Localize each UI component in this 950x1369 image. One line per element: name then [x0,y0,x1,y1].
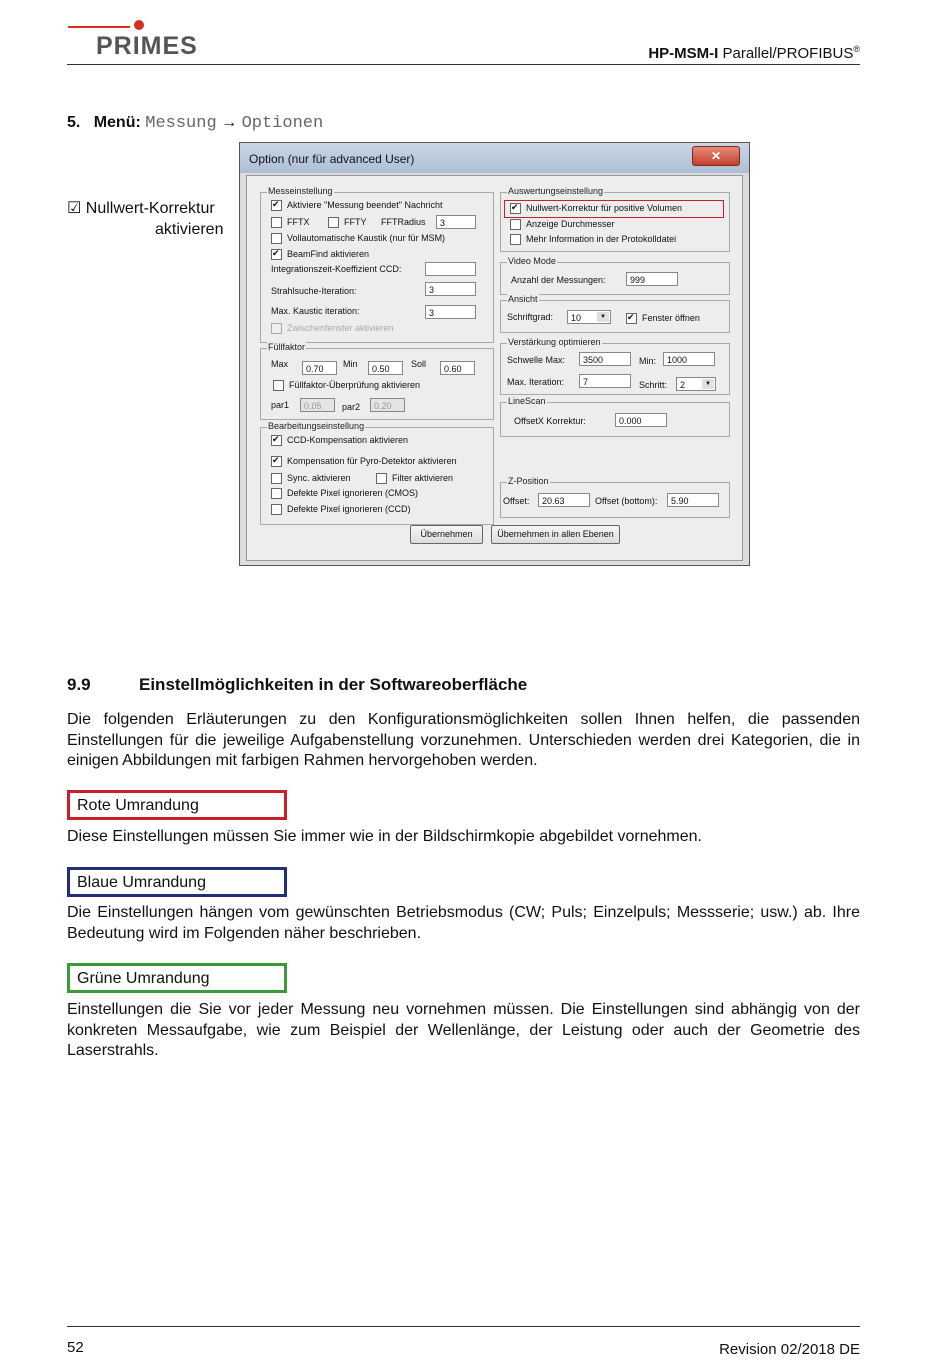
checkbox-nullwert-korrektur[interactable] [510,203,682,214]
strahlsuche-input[interactable]: 3 [425,282,476,296]
group-title: Füllfaktor [268,342,306,352]
dialog-body [246,175,743,561]
checkbox-icon[interactable] [376,473,387,484]
min-label: Min: [639,356,657,366]
checkbox-icon[interactable] [271,504,282,515]
fftradius-label: FFTRadius [381,217,426,227]
checkbox-checked-icon: ☑ [67,200,82,217]
group-title: Verstärkung optimieren [508,337,601,347]
checkbox-sync[interactable] [271,473,351,484]
offset-input[interactable]: 20.63 [538,493,590,507]
soll-label: Soll [411,359,427,369]
schriftgrad-label: Schriftgrad: [507,312,554,322]
max-kaustik-input[interactable]: 3 [425,305,476,319]
doc-title-model: HP-MSM-I [648,45,719,62]
checkbox-label: Sync. aktivieren [287,473,351,483]
par1-input[interactable]: 0.05 [300,398,335,412]
schritt-value: 2 [680,380,686,390]
checkbox-label: Filter aktivieren [392,473,454,483]
checkbox-label: Aktiviere "Messung beendet" Nachricht [287,200,443,210]
side-note-line1: Nullwert-Korrektur [85,200,215,217]
checkbox-icon[interactable] [271,233,282,244]
checkbox-label: Vollautomatische Kaustik (nur für MSM) [287,233,446,243]
max-kaustik-label: Max. Kaustic iteration: [271,306,360,316]
checkbox-icon[interactable] [271,217,282,228]
green-frame-label: Grüne Umrandung [67,963,287,993]
schriftgrad-value: 10 [571,313,582,323]
menu-path-optionen: Optionen [241,114,324,133]
checkbox-icon[interactable] [328,217,339,228]
checkbox-label: BeamFind aktivieren [287,249,370,259]
close-button[interactable]: ✕ [692,146,740,166]
anzahl-input[interactable]: 999 [626,272,678,286]
integrationszeit-label: Integrationszeit-Koeffizient CCD: [271,264,402,274]
group-title: Z-Position [508,476,549,486]
uebernehmen-alle-button[interactable]: Übernehmen in allen Ebenen [491,525,620,544]
checkbox-label: Anzeige Durchmesser [526,219,615,229]
group-linescan [500,396,730,437]
step-instruction [67,114,323,133]
offset-bottom-label: Offset (bottom): [595,496,658,506]
max-label: Max [271,359,289,369]
section-number: 9.9 [67,675,91,694]
schwelle-input[interactable]: 3500 [579,352,631,366]
group-messeinstellung [260,186,494,343]
checkbox-label: Mehr Information in der Protokolldatei [526,234,677,244]
group-fuellfaktor [260,342,494,420]
group-title: Ansicht [508,294,538,304]
offsetx-label: OffsetX Korrektur: [514,416,586,426]
checkbox-icon[interactable] [626,313,637,324]
schritt-label: Schritt: [639,380,668,390]
document-title [648,44,860,62]
footer-rule [67,1326,860,1327]
checkbox-icon[interactable] [510,203,521,214]
schwelle-label: Schwelle Max: [507,355,566,365]
doc-title-rest: Parallel/PROFIBUS [718,45,854,62]
integrationszeit-input[interactable] [425,262,476,276]
red-frame-description: Diese Einstellungen müssen Sie immer wie in der Bildschirmkopie abgebildet vornehmen. [67,828,702,845]
checkbox-label: Füllfaktor-Überprüfung aktivieren [289,380,421,390]
checkbox-label: Defekte Pixel ignorieren (CCD) [287,504,411,514]
checkbox-fenster-oeffnen[interactable] [626,313,700,324]
revision-note: Revision 02/2018 DE [719,1341,860,1358]
group-auswertung [500,186,730,252]
group-title: Auswertungseinstellung [508,186,604,196]
uebernehmen-button[interactable]: Übernehmen [410,525,483,544]
par1-label: par1 [271,400,290,410]
group-ansicht [500,294,730,333]
checkbox-fftx[interactable] [271,217,310,228]
logo-dot [134,20,144,30]
checkbox-vollautomatisch[interactable] [271,233,445,244]
step-label: Menü: [93,114,141,131]
logo: PRIMES [96,32,198,60]
checkbox-icon[interactable] [271,323,282,334]
checkbox-label: Fenster öffnen [642,313,700,323]
checkbox-label: Nullwert-Korrektur für positive Volumen [526,203,683,213]
checkbox-icon[interactable] [510,219,521,230]
checkbox-label: Kompensation für Pyro-Detektor aktivieren [287,456,457,466]
offset-bottom-input[interactable]: 5.90 [667,493,719,507]
fftradius-input[interactable]: 3 [436,215,476,229]
checkbox-label: Defekte Pixel ignorieren (CMOS) [287,488,419,498]
checkbox-mehr-information[interactable] [510,234,676,245]
group-title: LineScan [508,396,546,406]
section-title: Einstellmöglichkeiten in der Softwareoberfläche [139,675,528,694]
offsetx-input[interactable]: 0.000 [615,413,667,427]
checkbox-defekte-ccd[interactable] [271,504,411,515]
checkbox-aktiviere-nachricht[interactable] [271,200,442,211]
dialog-title: Option (nur für advanced User) [249,152,415,166]
max-iteration-label: Max. Iteration: [507,377,565,387]
checkbox-anzeige-durchmesser[interactable] [510,219,615,230]
offset-label: Offset: [503,496,530,506]
logo-line [68,26,130,28]
green-frame-description: Einstellungen die Sie vor jeder Messung neu vornehmen müssen. Die Einstellungen sind abhängig von der konkreten Messaufgabe, wie zum Beispiel der Wellenlänge, der Leistung oder auch der Geometrie des Laserstrahls. [67,1001,860,1059]
par2-input[interactable]: 0.20 [370,398,405,412]
group-title: Messeinstellung [268,186,333,196]
checkbox-fuellfaktor-ueberpruefung[interactable] [273,380,420,391]
side-note-line2: aktivieren [155,221,224,238]
group-title: Video Mode [508,256,556,266]
anzahl-label: Anzahl der Messungen: [511,275,606,285]
checkbox-icon[interactable] [271,435,282,446]
group-video-mode [500,256,730,295]
arrow-icon: → [221,114,238,131]
soll-input[interactable]: 0.60 [440,361,475,375]
side-note [67,198,223,240]
header-rule [67,64,860,65]
checkbox-ccd-kompensation[interactable] [271,435,408,446]
dropdown-arrow-icon[interactable]: ▼ [702,379,714,389]
menu-path-messung: Messung [145,114,217,133]
blue-frame-description: Die Einstellungen hängen vom gewünschten Betriebsmodus (CW; Puls; Einzelpuls; Messserie; usw.) ab. Ihre Bedeutung wird im Folgenden näher beschrieben. [67,904,860,942]
checkbox-icon[interactable] [273,380,284,391]
checkbox-icon[interactable] [271,456,282,467]
group-z-position [500,476,730,518]
doc-title-registered: ® [853,44,860,54]
min-input[interactable]: 1000 [663,352,715,366]
checkbox-zwischenfenster[interactable] [271,323,394,334]
checkbox-label: CCD-Kompensation aktivieren [287,435,409,445]
checkbox-icon[interactable] [271,473,282,484]
group-bearbeitung [260,421,494,525]
group-title: Bearbeitungseinstellung [268,421,365,431]
checkbox-filter[interactable] [376,473,453,484]
red-frame-label: Rote Umrandung [67,790,287,820]
checkbox-beamfind[interactable] [271,249,369,260]
par2-label: par2 [342,402,361,412]
checkbox-label: FFTX [287,217,310,227]
checkbox-icon[interactable] [271,488,282,499]
checkbox-icon[interactable] [271,249,282,260]
checkbox-label: Zwischenfenster aktivieren [287,323,394,333]
step-number: 5. [67,114,81,131]
page-number: 52 [67,1339,84,1356]
min-label: Min [343,359,358,369]
checkbox-icon[interactable] [510,234,521,245]
checkbox-label: FFTY [344,217,367,227]
dropdown-arrow-icon[interactable]: ▼ [597,312,609,322]
schritt-select[interactable] [676,377,716,391]
max-iteration-input[interactable]: 7 [579,374,631,388]
checkbox-icon[interactable] [271,200,282,211]
max-input[interactable]: 0.70 [302,361,337,375]
blue-frame-label: Blaue Umrandung [67,867,287,897]
min-input[interactable]: 0.50 [368,361,403,375]
checkbox-ffty[interactable] [328,217,367,228]
checkbox-pyro-kompensation[interactable] [271,456,457,467]
group-verstaerkung [500,337,730,395]
intro-paragraph: Die folgenden Erläuterungen zu den Konfigurationsmöglichkeiten sollen Ihnen helfen, die passenden Einstellungen für die jeweilige Aufgabenstellung vorzunehmen. Unterschieden werden drei Kategorien, die in einigen Abbildungen mit farbigen Rahmen hervorgehoben werden. [67,711,860,769]
checkbox-defekte-cmos[interactable] [271,488,418,499]
strahlsuche-label: Strahlsuche-Iteration: [271,286,357,296]
options-dialog [239,142,750,566]
schriftgrad-select[interactable] [567,310,611,324]
